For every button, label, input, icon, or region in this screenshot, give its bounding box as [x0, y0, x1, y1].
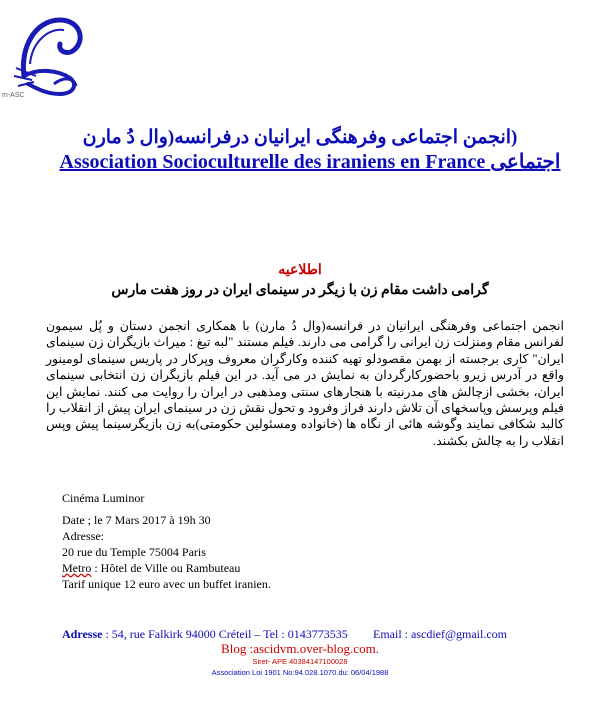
footer-blog-link[interactable]: Blog :ascidvm.over-blog.com. — [221, 641, 379, 656]
footer-siret: Siret- APE 40384147100028 — [252, 657, 348, 666]
page-title-french — [40, 149, 580, 174]
event-details — [62, 490, 462, 592]
swan-logo-graphic — [14, 6, 92, 106]
logo-caption: m-ASC — [2, 92, 25, 99]
event-date: Date ; le 7 Mars 2017 à 19h 30 — [62, 513, 211, 527]
footer-association: Association Loi 1901 No:94.028.1070.du: 06/04/1988 — [211, 668, 389, 677]
page-title-french-suffix: اجتماعی — [490, 151, 561, 173]
event-tariff: Tarif unique 12 euro avec un buffet iranien. — [62, 577, 271, 591]
notice-subtitle: گرامی داشت مقام زن با زیگر در سینمای ایران در روز هفت مارس — [111, 283, 489, 298]
footer-email[interactable]: Email : ascdief@gmail.com — [373, 627, 508, 641]
announcement-paragraph: انجمن اجتماعی وفرهنگی ایرانیان در فرانسه(وال دُ مارن) با همکاری انجمن دستان و پُل سیمون لفرانس مقام ومنزلت زن ایرانی را گرامی می دارند. فیلم مستند "لبه تیغ : میراث بازیگران زن سینمای ایران" کاری برجسته از بهمن مقصودلو تهیه کننده وکارگران معروف وپرکار در پاریس سینمای لومینور واقع در آدرس زیرو باحضورکارگردان به نمایش در می آید. در این فیلم بازیگران زن انتخابی سینمای ایران، بخشی ازچالش های مدرنیته با هنجارهای سنتی ومذهبی در ایران را روایت می کنند. نمایش این فیلم وپرسش وپاسخهای آن تلاش دارند فراز وفرود و تحول نقش زن در سینمای ایران پیش از انقلاب را کالبد شکافی نمایند وگوشه هائی از نگاه ها (خانواده ومسئولین حکومتی)به زن بازیگرسینما پیش وپس انقلاب را به چالش بکشند. — [46, 319, 564, 448]
event-metro — [62, 560, 462, 576]
announcement-body — [46, 318, 564, 449]
event-metro-label: Metro — [62, 561, 92, 575]
event-address-label: Adresse: — [62, 529, 104, 543]
swan-logo-icon — [14, 6, 92, 106]
event-metro-value: : Hôtel de Ville ou Rambuteau — [91, 561, 241, 575]
page-title-persian: (انجمن اجتماعی وفرهنگی ایرانیان درفرانسه(وال دُ مارن — [82, 127, 518, 148]
notice-label: اطلاعیه — [278, 263, 322, 278]
footer-contact — [62, 627, 582, 642]
event-address: 20 rue du Temple 75004 Paris — [62, 545, 206, 559]
event-venue: Cinéma Luminor — [62, 491, 145, 505]
footer-address: : 54, rue Falkirk 94000 Créteil – Tel : 0143773535 — [102, 627, 348, 641]
page-title-french-text: Association Socioculturelle des iraniens en France — [59, 151, 486, 173]
footer-address-label: Adresse — [62, 627, 103, 641]
